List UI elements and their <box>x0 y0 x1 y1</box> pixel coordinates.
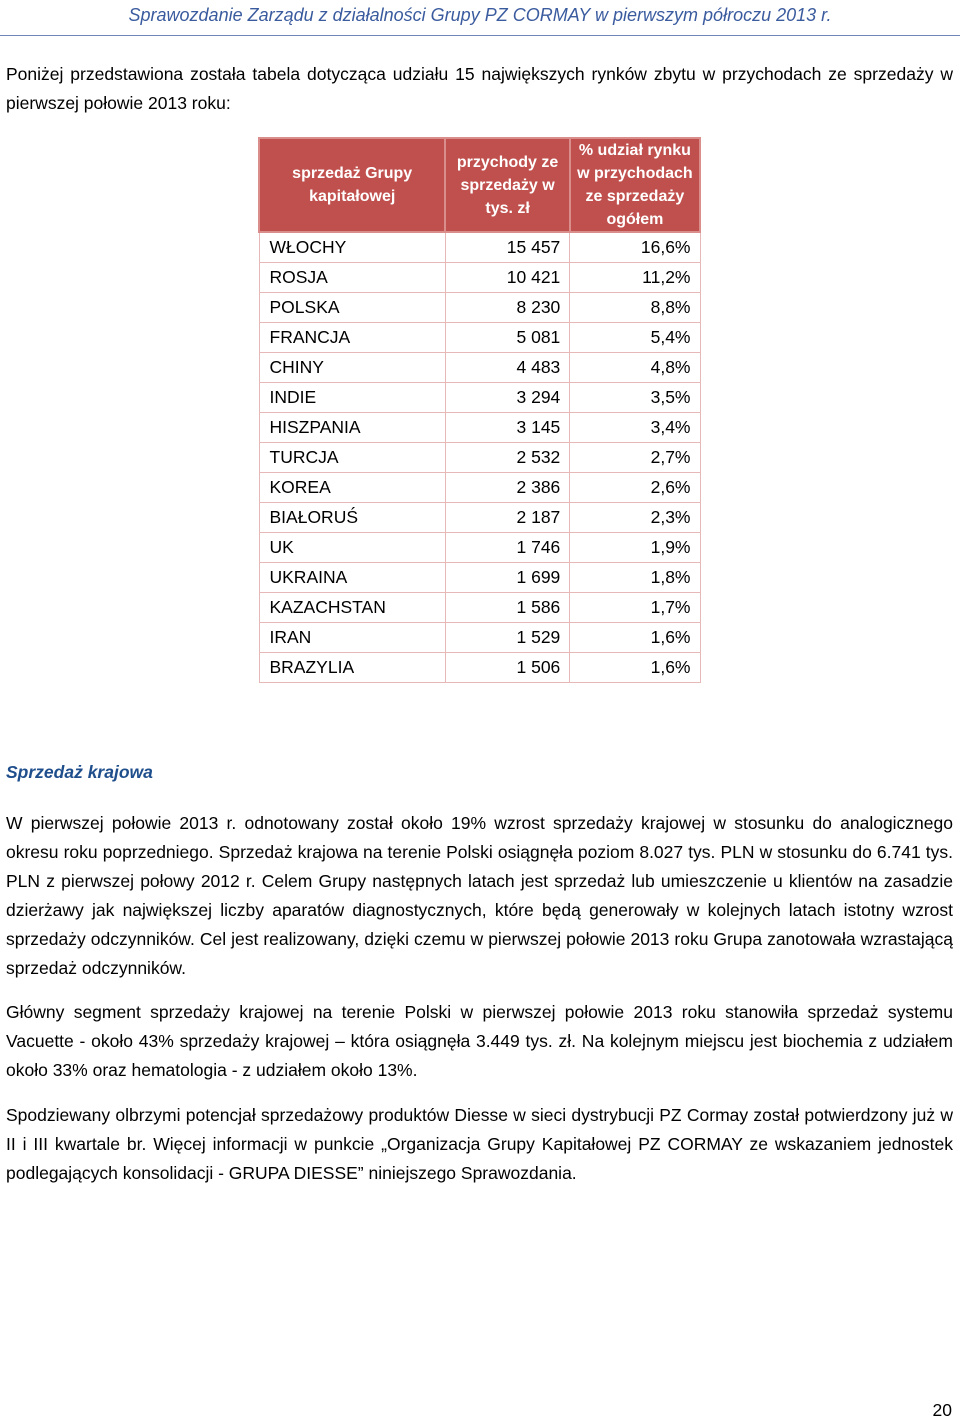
revenue-cell: 2 187 <box>445 503 569 533</box>
country-cell: POLSKA <box>259 293 445 323</box>
intro-paragraph: Poniżej przedstawiona została tabela dotycząca udziału 15 największych rynków zbytu w przychodach ze sprzedaży w pierwszej połowie 2013 roku: <box>6 64 953 113</box>
table-row <box>259 263 700 293</box>
table-row <box>259 473 700 503</box>
country-cell: CHINY <box>259 353 445 383</box>
revenue-cell: 1 506 <box>445 653 569 683</box>
table-row <box>259 293 700 323</box>
table-row <box>259 623 700 653</box>
table-row <box>259 653 700 683</box>
table-body <box>259 232 700 683</box>
table-row <box>259 413 700 443</box>
country-cell: FRANCJA <box>259 323 445 353</box>
share-cell: 1,9% <box>570 533 700 563</box>
column-header-revenue <box>445 138 569 232</box>
share-cell: 11,2% <box>570 263 700 293</box>
share-cell: 16,6% <box>570 232 700 263</box>
table-row <box>259 563 700 593</box>
share-cell: 1,6% <box>570 653 700 683</box>
revenue-cell: 4 483 <box>445 353 569 383</box>
table-row <box>259 533 700 563</box>
country-cell: KAZACHSTAN <box>259 593 445 623</box>
section-title: Sprzedaż krajowa <box>6 762 153 782</box>
country-cell: HISZPANIA <box>259 413 445 443</box>
header-divider <box>0 35 960 36</box>
column-header-share <box>570 138 700 232</box>
markets-table <box>258 137 701 683</box>
share-cell: 4,8% <box>570 353 700 383</box>
share-cell: 2,7% <box>570 443 700 473</box>
revenue-cell: 3 145 <box>445 413 569 443</box>
revenue-cell: 1 586 <box>445 593 569 623</box>
country-cell: BIAŁORUŚ <box>259 503 445 533</box>
country-cell: WŁOCHY <box>259 232 445 263</box>
share-cell: 2,3% <box>570 503 700 533</box>
revenue-cell: 8 230 <box>445 293 569 323</box>
column-header-country-label: sprzedaż Grupy kapitałowej <box>292 165 413 205</box>
share-cell: 1,6% <box>570 623 700 653</box>
country-cell: IRAN <box>259 623 445 653</box>
table-row <box>259 503 700 533</box>
table-row <box>259 593 700 623</box>
header-title: Sprawozdanie Zarządu z działalności Grupy PZ CORMAY w pierwszym półroczu 2013 r. <box>128 5 832 25</box>
paragraph-main-segment: Główny segment sprzedaży krajowej na terenie Polski w pierwszej połowie 2013 roku stanowiła sprzedaż systemu Vacuette - około 43% sprzedaży krajowej – która osiągnęła 3.449 tys. zł. Na kolejnym miejscu jest biochemia z udziałem około 33% oraz hematologia - z udziałem około 13%. <box>6 1002 953 1080</box>
table-row <box>259 323 700 353</box>
column-header-country <box>259 138 445 232</box>
share-cell: 1,7% <box>570 593 700 623</box>
table-header-row <box>259 138 700 232</box>
share-cell: 1,8% <box>570 563 700 593</box>
revenue-cell: 10 421 <box>445 263 569 293</box>
table-row <box>259 383 700 413</box>
table-row <box>259 443 700 473</box>
revenue-cell: 1 529 <box>445 623 569 653</box>
country-cell: UK <box>259 533 445 563</box>
revenue-cell: 5 081 <box>445 323 569 353</box>
country-cell: INDIE <box>259 383 445 413</box>
paragraph-diesse: Spodziewany olbrzymi potencjał sprzedażowy produktów Diesse w sieci dystrybucji PZ Cormay został potwierdzony już w II i III kwartale br. Więcej informacji w punkcie „Organizacja Grupy Kapitałowej PZ CORMAY ze wskazaniem jednostek podlegających konsolidacji - GRUPA DIESSE” niniejszego Sprawozdania. <box>6 1105 953 1183</box>
revenue-cell: 1 699 <box>445 563 569 593</box>
country-cell: ROSJA <box>259 263 445 293</box>
share-cell: 2,6% <box>570 473 700 503</box>
revenue-cell: 2 532 <box>445 443 569 473</box>
share-cell: 3,5% <box>570 383 700 413</box>
table-row <box>259 232 700 263</box>
share-cell: 8,8% <box>570 293 700 323</box>
revenue-cell: 1 746 <box>445 533 569 563</box>
column-header-share-label: % udział rynku w przychodach ze sprzedaży ogółem <box>577 142 693 228</box>
country-cell: TURCJA <box>259 443 445 473</box>
share-cell: 5,4% <box>570 323 700 353</box>
paragraph-domestic-sales: W pierwszej połowie 2013 r. odnotowany został około 19% wzrost sprzedaży krajowej w stosunku do analogicznego okresu roku poprzedniego. Sprzedaż krajowa na terenie Polski osiągnęła poziom 8.027 tys. PLN w stosunku do 6.741 tys. PLN z pierwszej połowy 2012 r. Celem Grupy następnych latach jest sprzedaż lub umieszczenie u klientów na zasadzie dzierżawy jak największej liczby aparatów diagnostycznych, które będą generowały w kolejnych latach istotny wzrost sprzedaży odczynników. Cel jest realizowany, dzięki czemu w pierwszej połowie 2013 roku Grupa zanotowała wzrastającą sprzedaż odczynników. <box>6 813 953 978</box>
page-number: 20 <box>932 1400 952 1420</box>
revenue-cell: 15 457 <box>445 232 569 263</box>
revenue-cell: 3 294 <box>445 383 569 413</box>
revenue-cell: 2 386 <box>445 473 569 503</box>
share-cell: 3,4% <box>570 413 700 443</box>
country-cell: KOREA <box>259 473 445 503</box>
page-header <box>0 0 960 30</box>
country-cell: BRAZYLIA <box>259 653 445 683</box>
table-row <box>259 353 700 383</box>
country-cell: UKRAINA <box>259 563 445 593</box>
column-header-revenue-label: przychody ze sprzedaży w tys. zł <box>456 153 559 217</box>
